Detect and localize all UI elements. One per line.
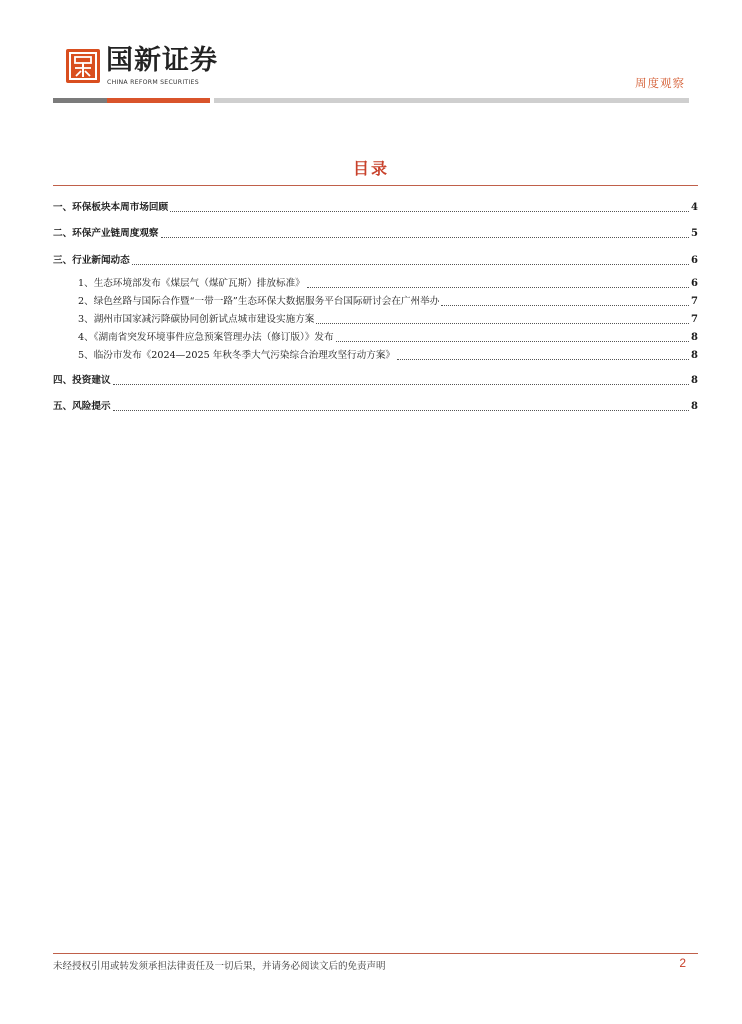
toc-leader [170,211,689,212]
toc-leader [113,410,689,411]
toc-item-page: 4 [691,202,698,213]
toc-leader [336,341,689,342]
toc-item[interactable] [53,252,698,268]
toc-item[interactable] [53,225,698,241]
company-logo-icon [66,49,100,83]
toc-leader [307,287,689,288]
toc-item-label: 三、行业新闻动态 [53,255,130,266]
footer-disclaimer: 未经授权引用或转发须承担法律责任及一切后果，并请务必阅读文后的免责声明 [53,961,386,972]
toc-item-page: 8 [691,375,698,386]
header-band-light [214,98,689,103]
toc-item-label: 五、风险提示 [53,401,111,412]
report-type: 周度观察 [635,76,685,90]
toc-item-page: 8 [691,401,698,412]
toc-leader [161,237,690,238]
toc-leader [316,323,689,324]
toc-subitem[interactable] [53,275,698,291]
toc-item[interactable] [53,398,698,414]
toc-item[interactable] [53,199,698,215]
header-band-red [107,98,210,103]
toc-item-label: 二、环保产业链周度观察 [53,228,159,239]
toc-item-label: 3、湖州市国家减污降碳协同创新试点城市建设实施方案 [78,314,315,325]
toc-leader [132,264,689,265]
toc-item[interactable] [53,372,698,388]
page-number: 2 [679,956,686,970]
toc-item-page: 7 [691,296,698,307]
toc-item-page: 6 [691,278,698,289]
toc-leader [441,305,689,306]
header-band-dark [53,98,107,103]
toc-item-label: 2、绿色丝路与国际合作暨“一带一路”生态环保大数据服务平台国际研讨会在广州举办 [78,296,440,307]
toc-item-page: 6 [691,255,698,266]
toc-divider [53,185,698,186]
toc-subitem[interactable] [53,329,698,345]
toc-item-page: 8 [691,350,698,361]
toc-leader [397,359,689,360]
toc-subitem[interactable] [53,311,698,327]
toc-item-label: 四、投资建议 [53,375,111,386]
toc-item-label: 1、生态环境部发布《煤层气（煤矿瓦斯）排放标准》 [78,278,305,289]
toc-leader [113,384,689,385]
toc-item-label: 5、临汾市发布《2024—2025 年秋冬季大气污染综合治理攻坚行动方案》 [78,350,396,361]
toc-item-label: 4、《湖南省突发环境事件应急预案管理办法（修订版）》发布 [78,332,334,343]
toc-subitem[interactable] [53,293,698,309]
toc-item-page: 7 [691,314,698,325]
toc-item-page: 5 [691,228,698,239]
toc-subitem[interactable] [53,347,698,363]
company-name-en: CHINA REFORM SECURITIES [107,79,199,86]
toc-item-page: 8 [691,332,698,343]
company-name: 国新证券 [106,45,218,76]
toc-title: 目录 [352,159,389,178]
footer-divider [53,953,698,954]
toc-item-label: 一、环保板块本周市场回顾 [53,202,169,213]
